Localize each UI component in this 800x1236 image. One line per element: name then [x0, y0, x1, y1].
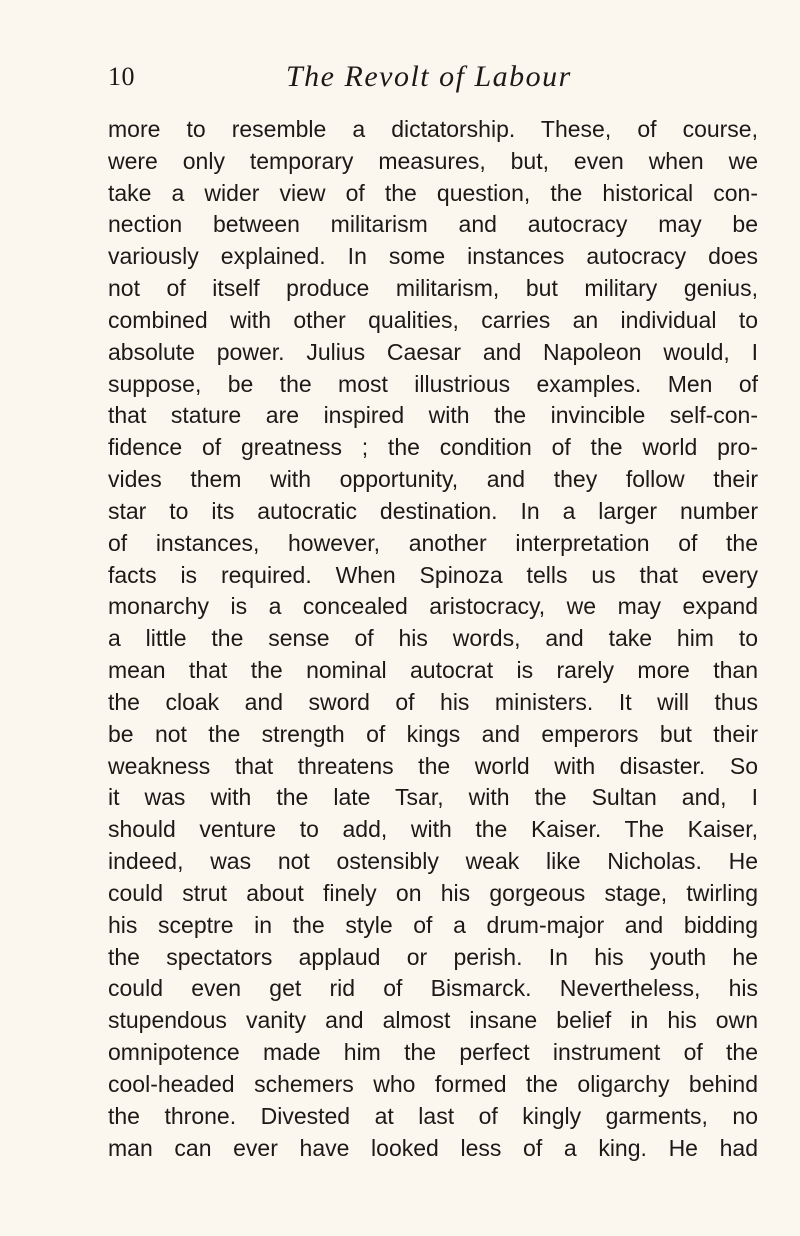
text-line: cool-headed schemers who formed the oligarchy behind — [108, 1070, 758, 1097]
text-line: a little the sense of his words, and take him to — [108, 625, 758, 652]
text-line: weakness that threatens the world with disaster. So — [108, 752, 758, 779]
text-line: not of itself produce militarism, but military genius, — [108, 275, 758, 302]
text-line: omnipotence made him the perfect instrument of the — [108, 1039, 758, 1066]
text-line: be not the strength of kings and emperors but their — [108, 720, 758, 747]
text-line: facts is required. When Spinoza tells us that every — [108, 561, 758, 588]
text-line: mean that the nominal autocrat is rarely more than — [108, 657, 758, 684]
text-line: nection between militarism and autocracy may be — [108, 211, 758, 238]
text-line: could strut about finely on his gorgeous stage, twirling — [108, 879, 758, 906]
text-line: stupendous vanity and almost insane belief in his own — [108, 1007, 758, 1034]
text-line: man can ever have looked less of a king. He had — [108, 1134, 758, 1161]
text-line: indeed, was not ostensibly weak like Nicholas. He — [108, 848, 758, 875]
text-line: the spectators applaud or perish. In his youth he — [108, 943, 758, 970]
text-line: should venture to add, with the Kaiser. The Kaiser, — [108, 816, 758, 843]
text-line: more to resemble a dictatorship. These, of course, — [108, 116, 758, 142]
text-line: suppose, be the most illustrious examples. Men of — [108, 370, 758, 397]
text-line: absolute power. Julius Caesar and Napoleon would, I — [108, 338, 758, 365]
text-line: vides them with opportunity, and they follow their — [108, 466, 758, 493]
text-line: it was with the late Tsar, with the Sultan and, I — [108, 784, 758, 811]
text-line: star to its autocratic destination. In a larger number — [108, 497, 758, 524]
page-number: 10 — [108, 62, 135, 91]
text-line: of instances, however, another interpretation of the — [108, 529, 758, 556]
text-line: take a wider view of the question, the historical con- — [108, 179, 758, 206]
running-title: The Revolt of Labour — [286, 60, 572, 93]
text-line: that stature are inspired with the invincible self-con- — [108, 402, 758, 429]
text-line: his sceptre in the style of a drum-major and bidding — [108, 911, 758, 938]
text-line: the throne. Divested at last of kingly garments, no — [108, 1102, 758, 1129]
text-line: monarchy is a concealed aristocracy, we may expand — [108, 593, 758, 620]
text-line: could even get rid of Bismarck. Nevertheless, his — [108, 975, 758, 1002]
text-line: the cloak and sword of his ministers. It will thus — [108, 688, 758, 715]
text-line: were only temporary measures, but, even when we — [108, 147, 758, 174]
running-head — [108, 60, 758, 100]
text-line: fidence of greatness ; the condition of the world pro- — [108, 434, 758, 461]
body-text — [108, 114, 758, 1164]
text-line: combined with other qualities, carries an individual to — [108, 306, 758, 333]
text-line: variously explained. In some instances autocracy does — [108, 243, 758, 270]
